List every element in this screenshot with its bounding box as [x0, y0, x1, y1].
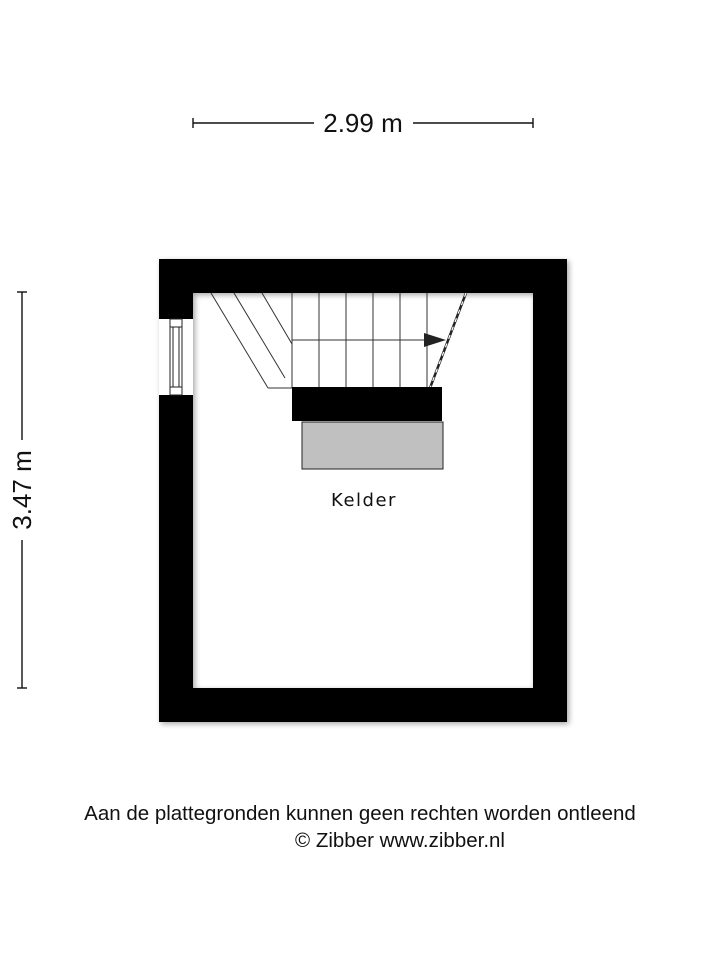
disclaimer-text: Aan de plattegronden kunnen geen rechten worden ontleend [84, 802, 636, 825]
window [159, 319, 193, 395]
stair-landing-wall [292, 387, 442, 421]
copyright-text: © Zibber www.zibber.nl [295, 829, 505, 852]
stair-winder-line [211, 293, 268, 388]
stair-winder-line [262, 293, 292, 344]
width-dimension [193, 108, 533, 138]
stair-direction-arrow-icon [424, 333, 446, 347]
staircase [211, 293, 466, 388]
room-label-kelder: Kelder [331, 490, 397, 511]
platform-fixture [302, 422, 443, 469]
width-dimension-label: 2.99 m [323, 108, 403, 138]
window-glass [173, 327, 179, 387]
depth-dimension-label: 3.47 m [7, 450, 37, 530]
depth-dimension [7, 292, 37, 688]
stair-winder-line [234, 293, 285, 378]
